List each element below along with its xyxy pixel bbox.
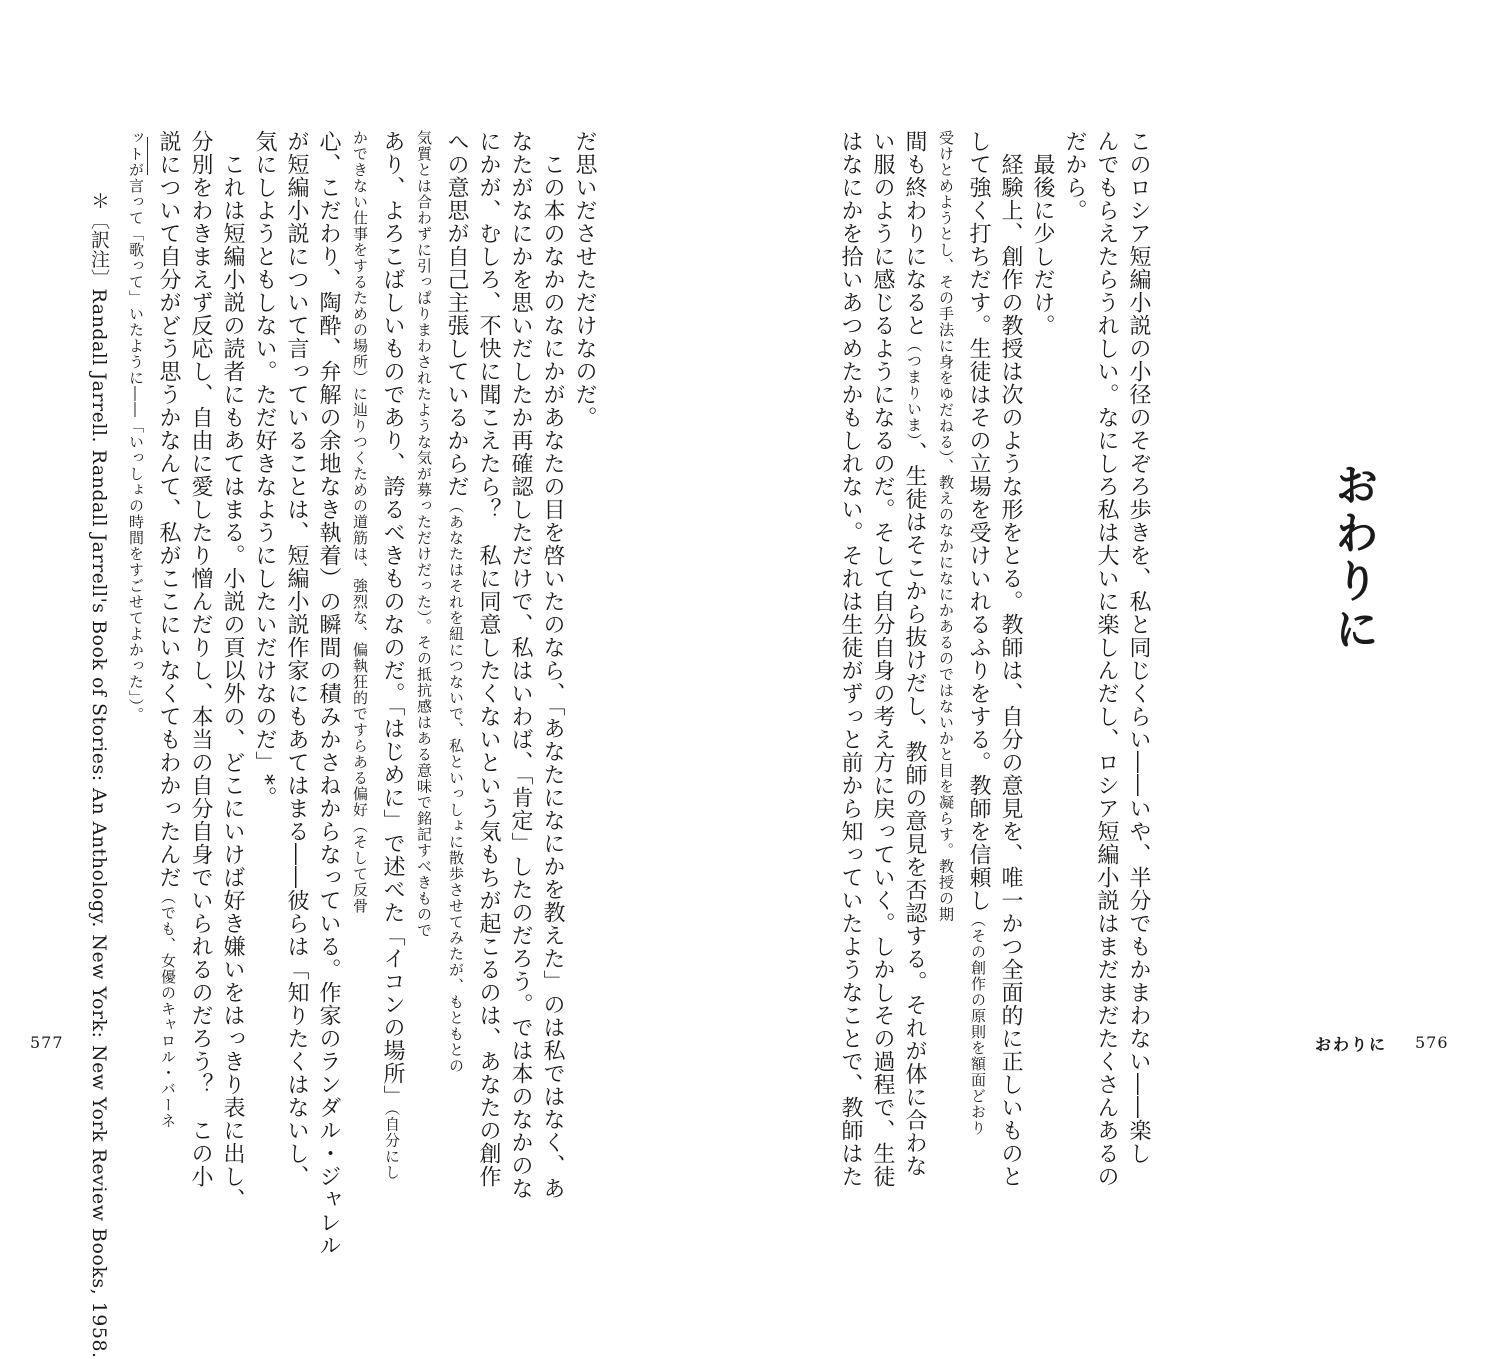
body-line: 気にしようともしない。ただ好きなようにしたいだけなのだ」*。 <box>252 130 277 809</box>
inline-note: （でも、女優のキャロル・バーネ <box>159 889 177 1129</box>
chapter-title: おわりに <box>1327 462 1378 654</box>
inline-note: （つまりいま） <box>905 337 923 442</box>
body-line: して強く打ちだす。生徒はその立場を受けいれるふりをする。教師を信頼し <box>966 130 991 912</box>
body-line: ットが言って「歌って」いたように――「いっしょの時間をすごせてよかった」）。 <box>127 130 145 723</box>
body-line: 説について自分がどう思うかなんて、私がここにいなくてもわかったんだ <box>156 130 181 889</box>
right-page <box>750 0 1500 1188</box>
right-body-text <box>834 130 1154 1188</box>
body-line: この本のなかのなにかがあなたの目を啓いたのなら、「あなたになにかを教えた」のは私ではなく、あ <box>540 130 565 1200</box>
left-body-text <box>120 130 600 1257</box>
inline-note: （その創作の原則を額面どおり <box>969 912 987 1136</box>
page-number-left: 577 <box>30 1033 64 1052</box>
running-head: おわりに <box>1315 1035 1388 1054</box>
body-line: への意思が自己主張しているからだ <box>444 130 469 498</box>
body-line: 経験上、創作の教授は次のような形をとる。教師は、自分の意見を、唯一かつ全面的に正しいものと <box>998 130 1023 1188</box>
footnote: ＊〔訳注〕Randall Jarrell. Randall Jarrell's Book of Stories: An Anthology. New York: New York Review Books, 1958. <box>88 191 110 1359</box>
body-line: 分別をわきまえず反応し、自由に愛したり憎んだりし、本当の自分自身でいられるのだろう？ この小 <box>188 130 213 1188</box>
body-line: 最後に少しだけ。 <box>1030 130 1055 337</box>
body-line: んでもらえたらうれしい。なにしろ私は大いに楽しんだし、ロシア短編小説はまだまだたくさんあるの <box>1094 130 1119 1188</box>
body-line: あり、よろこばしいものであり、誇るべきものなのだ。「はじめに」で述べた「イコンの場所」 <box>380 130 405 1108</box>
body-line: 気質とは合わずに引っぱりまわされたような気が募っただけだった）。その抵抗感はある意味で銘記すべきもので <box>415 130 433 939</box>
body-line: なたがなにかを思いだしたか再確認しただけで、私はいわば、「肯定」したのだろう。では本のなかのな <box>508 130 533 1200</box>
body-line: だから。 <box>1062 130 1087 222</box>
body-line: このロシア短編小説の小径のそぞろ歩きを、私と同じくらい――いや、半分でもかまわない――楽し <box>1126 130 1151 1165</box>
body-line: い服のように感じるようになるのだ。そして自分自身の考え方に戻っていく。しかしその過程で、生徒 <box>870 130 895 1188</box>
footnote-rule <box>147 137 148 175</box>
inline-note: （そして反骨 <box>351 818 369 914</box>
body-line: かできない仕事をするための場所）に辿りつくための道筋は、強烈な、偏執狂的ですらある偏好 <box>351 130 369 818</box>
body-line: はなにかを拾いあつめたかもしれない。それは生徒がずっと前から知っていたようなことで、教師はた <box>838 130 863 1188</box>
body-line: にかが、むしろ、不快に聞こえたら？ 私に同意したくないという気もちが起こるのは、あなたの創作 <box>476 130 501 1188</box>
inline-note: （自分にし <box>383 1108 401 1181</box>
inline-note: （あなたはそれを紐につないで、私といっしょに散歩させてみたが、もともとの <box>447 498 465 1074</box>
body-line: だ思いださせただけなのだ。 <box>572 130 597 429</box>
body-line: これは短編小説の読者にもあてはまる。小説の頁以外の、どこにいけば好き嫌いをはっきり表に出し、 <box>220 130 245 1211</box>
body-line: 、生徒はそこから抜けだし、教師の意見を否認する。それが体に合わな <box>902 441 927 1178</box>
body-line: 間も終わりになると <box>902 130 927 337</box>
body-line: 受けとめようとし、その手法に身をゆだねる）、教えのなかになにかあるのではないかと目を凝らす。教授の期 <box>937 130 955 923</box>
body-line: が短編小説について言っていることは、短編小説作家にもあてはまる――彼らは「知りたくはないし、 <box>284 130 309 1188</box>
body-line: 心、こだわり、陶酔、弁解の余地なき執着）の瞬間の積みかさねからなっている。作家のランダル・ジャレル <box>316 130 341 1257</box>
page-number-right: 576 <box>1415 1033 1449 1052</box>
